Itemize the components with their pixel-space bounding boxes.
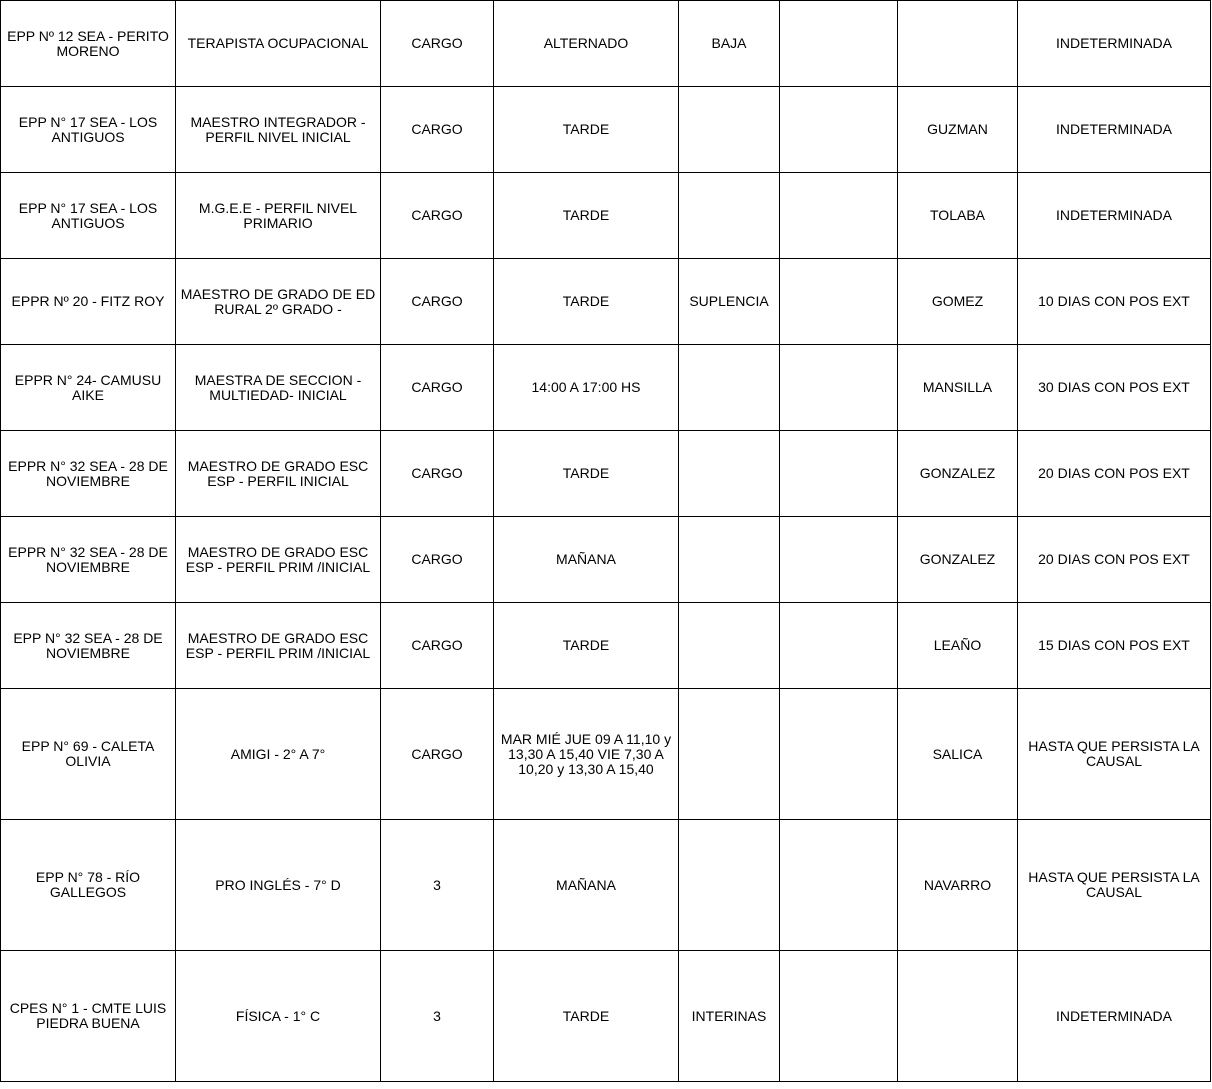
empty-cell (780, 820, 898, 951)
shift-cell: TARDE (494, 173, 679, 259)
status-cell (679, 173, 780, 259)
type-cell: 3 (381, 951, 494, 1082)
table-row (1, 951, 1211, 1082)
school-cell: EPPR N° 32 SEA - 28 DE NOVIEMBRE (1, 517, 176, 603)
shift-cell: TARDE (494, 603, 679, 689)
empty-cell (780, 517, 898, 603)
position-cell: AMIGI - 2° A 7° (176, 689, 381, 820)
empty-cell (780, 689, 898, 820)
position-cell: MAESTRO DE GRADO ESC ESP - PERFIL PRIM /INICIAL (176, 603, 381, 689)
table-row (1, 345, 1211, 431)
shift-cell: TARDE (494, 951, 679, 1082)
table-row (1, 87, 1211, 173)
school-cell: EPP N° 69 - CALETA OLIVIA (1, 689, 176, 820)
status-cell: SUPLENCIA (679, 259, 780, 345)
table-row (1, 820, 1211, 951)
teacher-cell: MANSILLA (898, 345, 1018, 431)
school-cell: CPES N° 1 - CMTE LUIS PIEDRA BUENA (1, 951, 176, 1082)
empty-cell (780, 173, 898, 259)
empty-cell (780, 87, 898, 173)
duration-cell: 10 DIAS CON POS EXT (1018, 259, 1211, 345)
empty-cell (780, 345, 898, 431)
position-cell: TERAPISTA OCUPACIONAL (176, 1, 381, 87)
teacher-cell: GUZMAN (898, 87, 1018, 173)
type-cell: CARGO (381, 603, 494, 689)
status-cell (679, 820, 780, 951)
school-cell: EPPR N° 32 SEA - 28 DE NOVIEMBRE (1, 431, 176, 517)
type-cell: CARGO (381, 259, 494, 345)
empty-cell (780, 259, 898, 345)
school-cell: EPPR N° 24- CAMUSU AIKE (1, 345, 176, 431)
status-cell: BAJA (679, 1, 780, 87)
type-cell: 3 (381, 820, 494, 951)
teacher-cell: LEAÑO (898, 603, 1018, 689)
status-cell (679, 689, 780, 820)
position-cell: MAESTRO DE GRADO ESC ESP - PERFIL PRIM /INICIAL (176, 517, 381, 603)
school-cell: EPP N° 32 SEA - 28 DE NOVIEMBRE (1, 603, 176, 689)
empty-cell (780, 603, 898, 689)
teacher-cell: GONZALEZ (898, 431, 1018, 517)
table-row (1, 431, 1211, 517)
teacher-cell (898, 951, 1018, 1082)
status-cell (679, 431, 780, 517)
table-row (1, 689, 1211, 820)
status-cell (679, 603, 780, 689)
table-row (1, 517, 1211, 603)
duration-cell: INDETERMINADA (1018, 173, 1211, 259)
teacher-cell: GONZALEZ (898, 517, 1018, 603)
position-cell: MAESTRA DE SECCION - MULTIEDAD- INICIAL (176, 345, 381, 431)
position-cell: MAESTRO DE GRADO ESC ESP - PERFIL INICIAL (176, 431, 381, 517)
shift-cell: TARDE (494, 259, 679, 345)
position-cell: FÍSICA - 1° C (176, 951, 381, 1082)
table-row (1, 603, 1211, 689)
teacher-cell: GOMEZ (898, 259, 1018, 345)
position-cell: MAESTRO INTEGRADOR - PERFIL NIVEL INICIAL (176, 87, 381, 173)
shift-cell: MAÑANA (494, 517, 679, 603)
school-cell: EPPR Nº 20 - FITZ ROY (1, 259, 176, 345)
status-cell: INTERINAS (679, 951, 780, 1082)
table-row (1, 173, 1211, 259)
type-cell: CARGO (381, 517, 494, 603)
shift-cell: TARDE (494, 87, 679, 173)
table-row (1, 1, 1211, 87)
shift-cell: ALTERNADO (494, 1, 679, 87)
position-cell: M.G.E.E - PERFIL NIVEL PRIMARIO (176, 173, 381, 259)
status-cell (679, 87, 780, 173)
table-row (1, 259, 1211, 345)
status-cell (679, 517, 780, 603)
teacher-cell: NAVARRO (898, 820, 1018, 951)
shift-cell: MAR MIÉ JUE 09 A 11,10 y 13,30 A 15,40 VIE 7,30 A 10,20 y 13,30 A 15,40 (494, 689, 679, 820)
school-cell: EPP N° 17 SEA - LOS ANTIGUOS (1, 173, 176, 259)
duration-cell: INDETERMINADA (1018, 1, 1211, 87)
status-cell (679, 345, 780, 431)
duration-cell: 20 DIAS CON POS EXT (1018, 431, 1211, 517)
duration-cell: INDETERMINADA (1018, 87, 1211, 173)
duration-cell: 30 DIAS CON POS EXT (1018, 345, 1211, 431)
type-cell: CARGO (381, 431, 494, 517)
duration-cell: 15 DIAS CON POS EXT (1018, 603, 1211, 689)
school-cell: EPP N° 17 SEA - LOS ANTIGUOS (1, 87, 176, 173)
duration-cell: HASTA QUE PERSISTA LA CAUSAL (1018, 689, 1211, 820)
type-cell: CARGO (381, 173, 494, 259)
duration-cell: 20 DIAS CON POS EXT (1018, 517, 1211, 603)
type-cell: CARGO (381, 1, 494, 87)
empty-cell (780, 431, 898, 517)
type-cell: CARGO (381, 345, 494, 431)
duration-cell: INDETERMINADA (1018, 951, 1211, 1082)
type-cell: CARGO (381, 689, 494, 820)
position-cell: MAESTRO DE GRADO DE ED RURAL 2º GRADO - (176, 259, 381, 345)
teacher-cell: SALICA (898, 689, 1018, 820)
position-cell: PRO INGLÉS - 7° D (176, 820, 381, 951)
school-cell: EPP N° 78 - RÍO GALLEGOS (1, 820, 176, 951)
type-cell: CARGO (381, 87, 494, 173)
shift-cell: TARDE (494, 431, 679, 517)
empty-cell (780, 951, 898, 1082)
shift-cell: MAÑANA (494, 820, 679, 951)
school-cell: EPP Nº 12 SEA - PERITO MORENO (1, 1, 176, 87)
teacher-cell (898, 1, 1018, 87)
empty-cell (780, 1, 898, 87)
shift-cell: 14:00 A 17:00 HS (494, 345, 679, 431)
duration-cell: HASTA QUE PERSISTA LA CAUSAL (1018, 820, 1211, 951)
teacher-cell: TOLABA (898, 173, 1018, 259)
